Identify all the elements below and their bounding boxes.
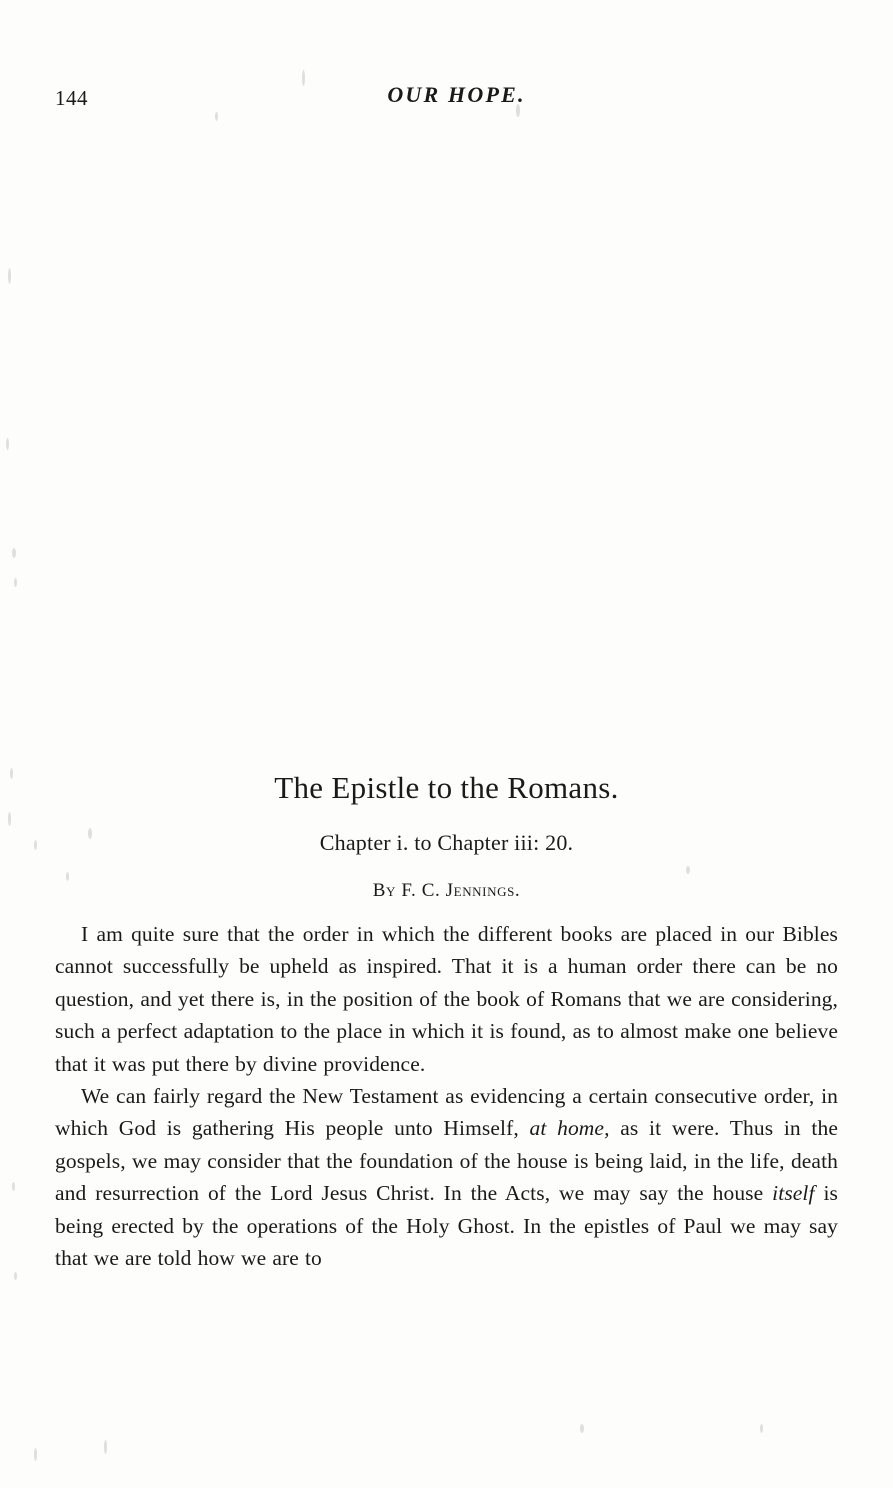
byline <box>55 880 838 902</box>
paragraph-2-part-c: is being erected by the operations of the Holy Ghost. In the epistles of Paul we may say that we are told how we are to <box>55 1181 838 1271</box>
scan-speck <box>215 112 218 121</box>
scan-speck <box>8 812 11 826</box>
paragraph-1: I am quite sure that the order in which the different books are placed in our Bibles cannot successfully be upheld as inspired. That it is a human order there can be no question, and yet there is, in the position of the book of Romans that we are considering, such a perfect adaptation to the place in which it is found, as to almost make one believe that it was put there by divine providence. <box>55 922 838 1076</box>
paragraph-2-italic-1: at home, <box>529 1116 610 1141</box>
paragraph-2-italic-2: itself <box>772 1181 815 1206</box>
page-number: 144 <box>55 86 88 110</box>
scan-speck <box>760 1424 763 1433</box>
scan-speck <box>34 840 37 850</box>
paragraph-2-part-b: as it were. Thus in the gospels, we may consider that the foundation of the house is being laid, in the life, death and resurrection of the Lord Jesus Christ. In the Acts, we may say the house <box>55 1116 838 1206</box>
paragraph-2-part-a: We can fairly regard the New Testament as evidencing a certain consecutive order, in which God is gathering His people unto Himself, <box>55 1084 838 1141</box>
scan-speck <box>6 438 9 450</box>
running-head-title: OUR HOPE. <box>387 82 526 107</box>
article <box>55 770 838 1274</box>
paragraph-2 <box>55 1080 838 1274</box>
scan-speck <box>12 1182 15 1191</box>
scan-speck <box>580 1424 584 1433</box>
running-head <box>55 82 838 112</box>
scan-speck <box>104 1440 107 1454</box>
byline-author: F. C. Jennings. <box>401 880 521 901</box>
article-subtitle: Chapter i. to Chapter iii: 20. <box>319 830 574 855</box>
scan-speck <box>12 548 16 558</box>
scan-speck <box>8 268 11 284</box>
scan-speck <box>14 578 17 587</box>
byline-prefix: By <box>372 880 396 901</box>
scan-speck <box>10 768 13 779</box>
article-body <box>55 918 838 1274</box>
article-title: The Epistle to the Romans. <box>274 770 619 805</box>
scan-speck <box>34 1448 37 1461</box>
scan-speck <box>14 1272 17 1280</box>
